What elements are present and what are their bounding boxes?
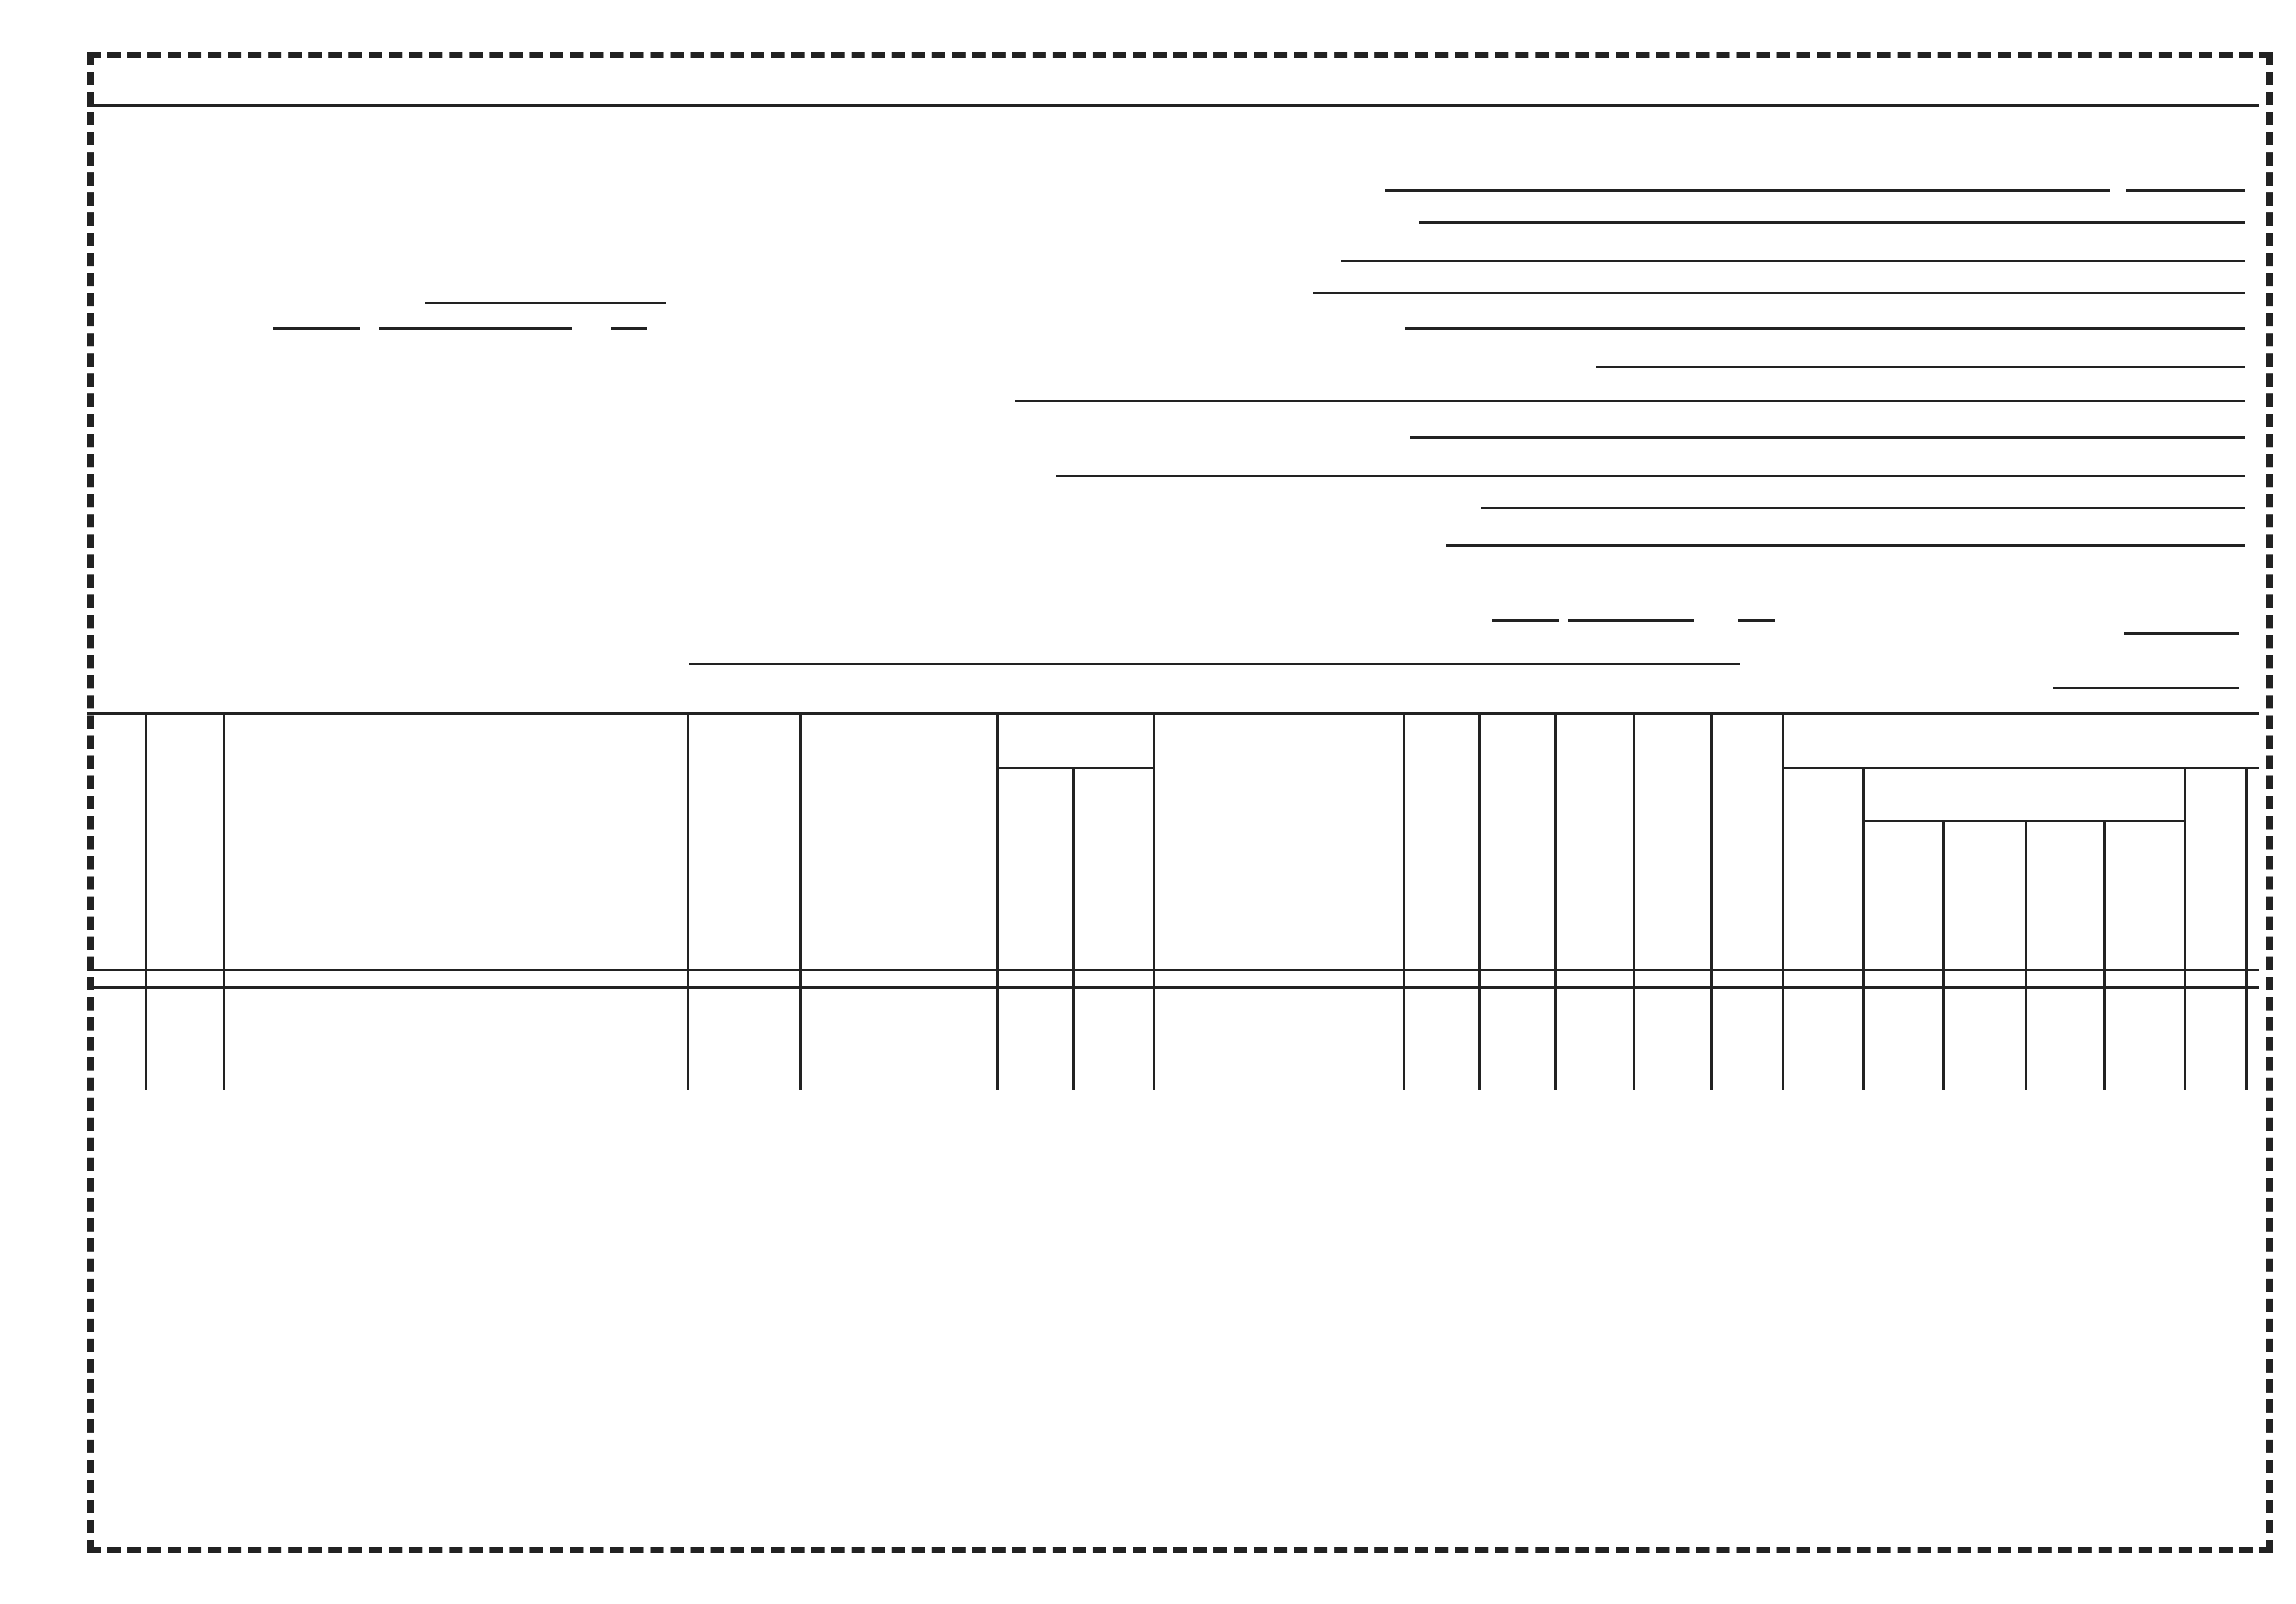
col-line-2 bbox=[223, 712, 225, 1090]
spec-year-line bbox=[1738, 619, 1775, 622]
sheet-line bbox=[2053, 687, 2239, 689]
field-general-org-line bbox=[1385, 189, 2110, 192]
quarters-sub-line bbox=[1862, 820, 2184, 822]
spec-subject-line bbox=[689, 663, 1740, 665]
col-line-11 bbox=[1633, 712, 1635, 1090]
field-deadline-line bbox=[1446, 544, 2245, 547]
col-line-7 bbox=[1153, 712, 1155, 1090]
table-colnum-top-line bbox=[87, 969, 2259, 971]
field-enterprise-line bbox=[1015, 400, 2245, 402]
col-line-15 bbox=[1942, 820, 1945, 1091]
col-line-5 bbox=[996, 712, 999, 1090]
field-part-line bbox=[1481, 507, 2245, 509]
col-line-18 bbox=[2184, 767, 2186, 1090]
col-line-10 bbox=[1554, 712, 1557, 1090]
field-project-org-line bbox=[1419, 221, 2245, 224]
spec-day-line bbox=[1492, 619, 1559, 622]
col-line-4 bbox=[799, 712, 802, 1090]
spec-month-line bbox=[1568, 619, 1694, 622]
col-line-8 bbox=[1403, 712, 1405, 1090]
approve-month-line bbox=[379, 327, 572, 330]
field-ministry-line bbox=[1405, 327, 2245, 330]
col-line-13 bbox=[1782, 712, 1784, 1090]
table-colnum-bottom-line bbox=[87, 986, 2259, 989]
col-line-3 bbox=[687, 712, 689, 1090]
accepted-sub-line bbox=[1782, 767, 2259, 769]
approve-year-line bbox=[611, 327, 647, 330]
field-main-department-line bbox=[1596, 366, 2245, 368]
field-complect-org-line bbox=[1341, 260, 2245, 262]
code-line-1 bbox=[2126, 189, 2245, 192]
col-line-14 bbox=[1862, 767, 1865, 1090]
table-top-line bbox=[87, 712, 2259, 715]
col-line-17 bbox=[2103, 820, 2106, 1091]
col-line-12 bbox=[1710, 712, 1713, 1090]
field-gumts-line bbox=[1056, 475, 2245, 477]
approve-chief-line bbox=[425, 302, 666, 304]
col-line-9 bbox=[1478, 712, 1481, 1090]
approve-day-line bbox=[273, 327, 360, 330]
col-line-1 bbox=[145, 712, 147, 1090]
col-line-6 bbox=[1072, 767, 1075, 1090]
field-industry-line bbox=[1313, 292, 2245, 294]
field-object-line bbox=[1410, 436, 2245, 439]
col-line-19 bbox=[2245, 767, 2248, 1090]
form-frame bbox=[87, 52, 2272, 1553]
col-line-16 bbox=[2025, 820, 2027, 1091]
total-sheets-line bbox=[2124, 632, 2239, 635]
stamp-line bbox=[87, 104, 2259, 107]
